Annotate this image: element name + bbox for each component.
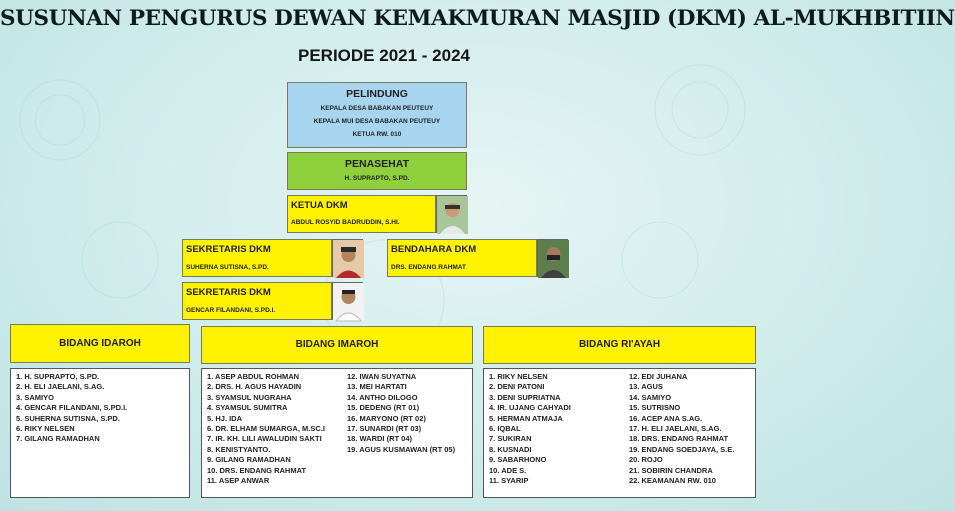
imaroh-member: 8. KENISTYANTO. [207, 444, 271, 454]
sekretaris-2-photo [332, 282, 363, 320]
riayah-member: 22. KEAMANAN RW. 010 [629, 475, 716, 485]
imaroh-member: 4. SYAMSUL SUMITRA [207, 403, 288, 413]
sekretaris-heading: SEKRETARIS DKM [186, 244, 271, 255]
imaroh-member: 10. DRS. ENDANG RAHMAT [207, 465, 307, 475]
idaroh-header [10, 324, 190, 363]
idaroh-heading: BIDANG IDAROH [59, 338, 141, 349]
riayah-member: 5. HERMAN ATMAJA [489, 413, 563, 423]
imaroh-member: 5. HJ. IDA [207, 413, 243, 423]
riayah-member: 17. H. ELI JAELANI, S.AG. [629, 423, 722, 433]
idaroh-member: 5. SUHERNA SUTISNA, S.PD. [16, 413, 120, 423]
idaroh-members-box [10, 368, 190, 498]
imaroh-members-box [201, 368, 473, 498]
imaroh-member: 9. GILANG RAMADHAN [207, 455, 291, 465]
riayah-member: 13. AGUS [629, 382, 663, 392]
ketua-box [287, 195, 436, 233]
imaroh-member: 15. DEDENG (RT 01) [347, 403, 420, 413]
sekretaris-name: SUHERNA SUTISNA, S.PD. [186, 264, 269, 271]
riayah-member: 21. SOBIRIN CHANDRA [629, 465, 713, 475]
riayah-member: 12. EDI JUHANA [629, 372, 688, 381]
penasehat-box [287, 152, 467, 190]
penasehat-name: H. SUPRAPTO, S.PD. [344, 175, 410, 182]
riayah-member: 6. IQBAL [489, 423, 521, 433]
idaroh-member: 1. H. SUPRAPTO, S.PD. [16, 372, 100, 381]
ketua-heading: KETUA DKM [291, 200, 348, 211]
pelindung-box [287, 82, 467, 148]
bendahara-box [387, 239, 537, 277]
riayah-member: 4. IR. UJANG CAHYADI [489, 403, 571, 413]
riayah-member: 2. DENI PATONI [489, 382, 545, 392]
imaroh-member: 2. DRS. H. AGUS HAYADIN [207, 382, 302, 392]
ketua-name: ABDUL ROSYID BADRUDDIN, S.HI. [291, 219, 400, 226]
riayah-member: 14. SAMIYO [629, 392, 672, 402]
imaroh-member: 12. IWAN SUYATNA [347, 372, 417, 381]
bendahara-name: DRS. ENDANG RAHMAT [391, 264, 466, 271]
riayah-member: 20. ROJO [629, 455, 663, 465]
imaroh-member: 17. SUNARDI (RT 03) [347, 423, 422, 433]
pelindung-line: KEPALA MUI DESA BABAKAN PEUTEUY [313, 118, 441, 125]
sekretaris-photo [332, 239, 363, 277]
riayah-member: 16. ACEP ANA S.AG. [629, 413, 703, 423]
page-subtitle: PERIODE 2021 - 2024 [298, 46, 470, 65]
ketua-photo [436, 195, 467, 233]
imaroh-member: 6. DR. ELHAM SUMARGA, M.SC.I [207, 423, 325, 433]
riayah-member: 10. ADE S. [489, 465, 527, 475]
riayah-member: 9. SABARHONO [489, 455, 547, 465]
pelindung-line: KEPALA DESA BABAKAN PEUTEUY [320, 105, 434, 112]
sekretaris-2-heading: SEKRETARIS DKM [186, 287, 271, 298]
penasehat-heading: PENASEHAT [345, 158, 409, 170]
sekretaris-2-box [182, 282, 332, 320]
riayah-member: 11. SYARIP [489, 475, 529, 485]
imaroh-member: 13. MEI HARTATI [347, 382, 407, 392]
imaroh-member: 14. ANTHO DILOGO [347, 392, 418, 402]
imaroh-member: 11. ASEP ANWAR [207, 475, 270, 485]
imaroh-heading: BIDANG IMAROH [295, 339, 379, 350]
imaroh-member: 7. IR. KH. LILI AWALUDIN SAKTI [207, 434, 322, 444]
idaroh-member: 4. GENCAR FILANDANI, S.PD.I. [16, 403, 128, 413]
sekretaris-box [182, 239, 332, 277]
riayah-member: 18. DRS. ENDANG RAHMAT [629, 434, 729, 444]
riayah-header [483, 326, 756, 364]
idaroh-member: 6. RIKY NELSEN [16, 423, 75, 433]
idaroh-member: 3. SAMIYO [16, 392, 54, 402]
bendahara-photo [537, 239, 568, 277]
sekretaris-2-name: GENCAR FILANDANI, S.PD.I. [186, 307, 276, 314]
imaroh-member: 19. AGUS KUSMAWAN (RT 05) [347, 444, 456, 454]
bendahara-heading: BENDAHARA DKM [391, 244, 477, 255]
riayah-heading: BIDANG RI'AYAH [578, 339, 661, 350]
page-title: SUSUNAN PENGURUS DEWAN KEMAKMURAN MASJID (DKM) AL-MUKHBITIIN [0, 6, 955, 31]
riayah-member: 8. KUSNADI [489, 444, 532, 454]
idaroh-member: 2. H. ELI JAELANI, S.AG. [16, 382, 105, 392]
riayah-member: 7. SUKIRAN [489, 434, 532, 444]
riayah-member: 1. RIKY NELSEN [489, 372, 548, 381]
riayah-members-box [483, 368, 756, 498]
imaroh-member: 1. ASEP ABDUL ROHMAN [207, 372, 300, 381]
imaroh-member: 3. SYAMSUL NUGRAHA [207, 392, 292, 402]
imaroh-member: 16. MARYONO (RT 02) [347, 413, 426, 423]
riayah-member: 19. ENDANG SOEDJAYA, S.E. [629, 444, 735, 454]
idaroh-member: 7. GILANG RAMADHAN [16, 434, 100, 444]
riayah-member: 15. SUTRISNO [629, 403, 681, 413]
imaroh-header [201, 326, 473, 364]
imaroh-member: 18. WARDI (RT 04) [347, 434, 413, 444]
pelindung-line: KETUA RW. 010 [352, 131, 402, 138]
riayah-member: 3. DENI SUPRIATNA [489, 392, 561, 402]
pelindung-heading: PELINDUNG [346, 88, 408, 100]
